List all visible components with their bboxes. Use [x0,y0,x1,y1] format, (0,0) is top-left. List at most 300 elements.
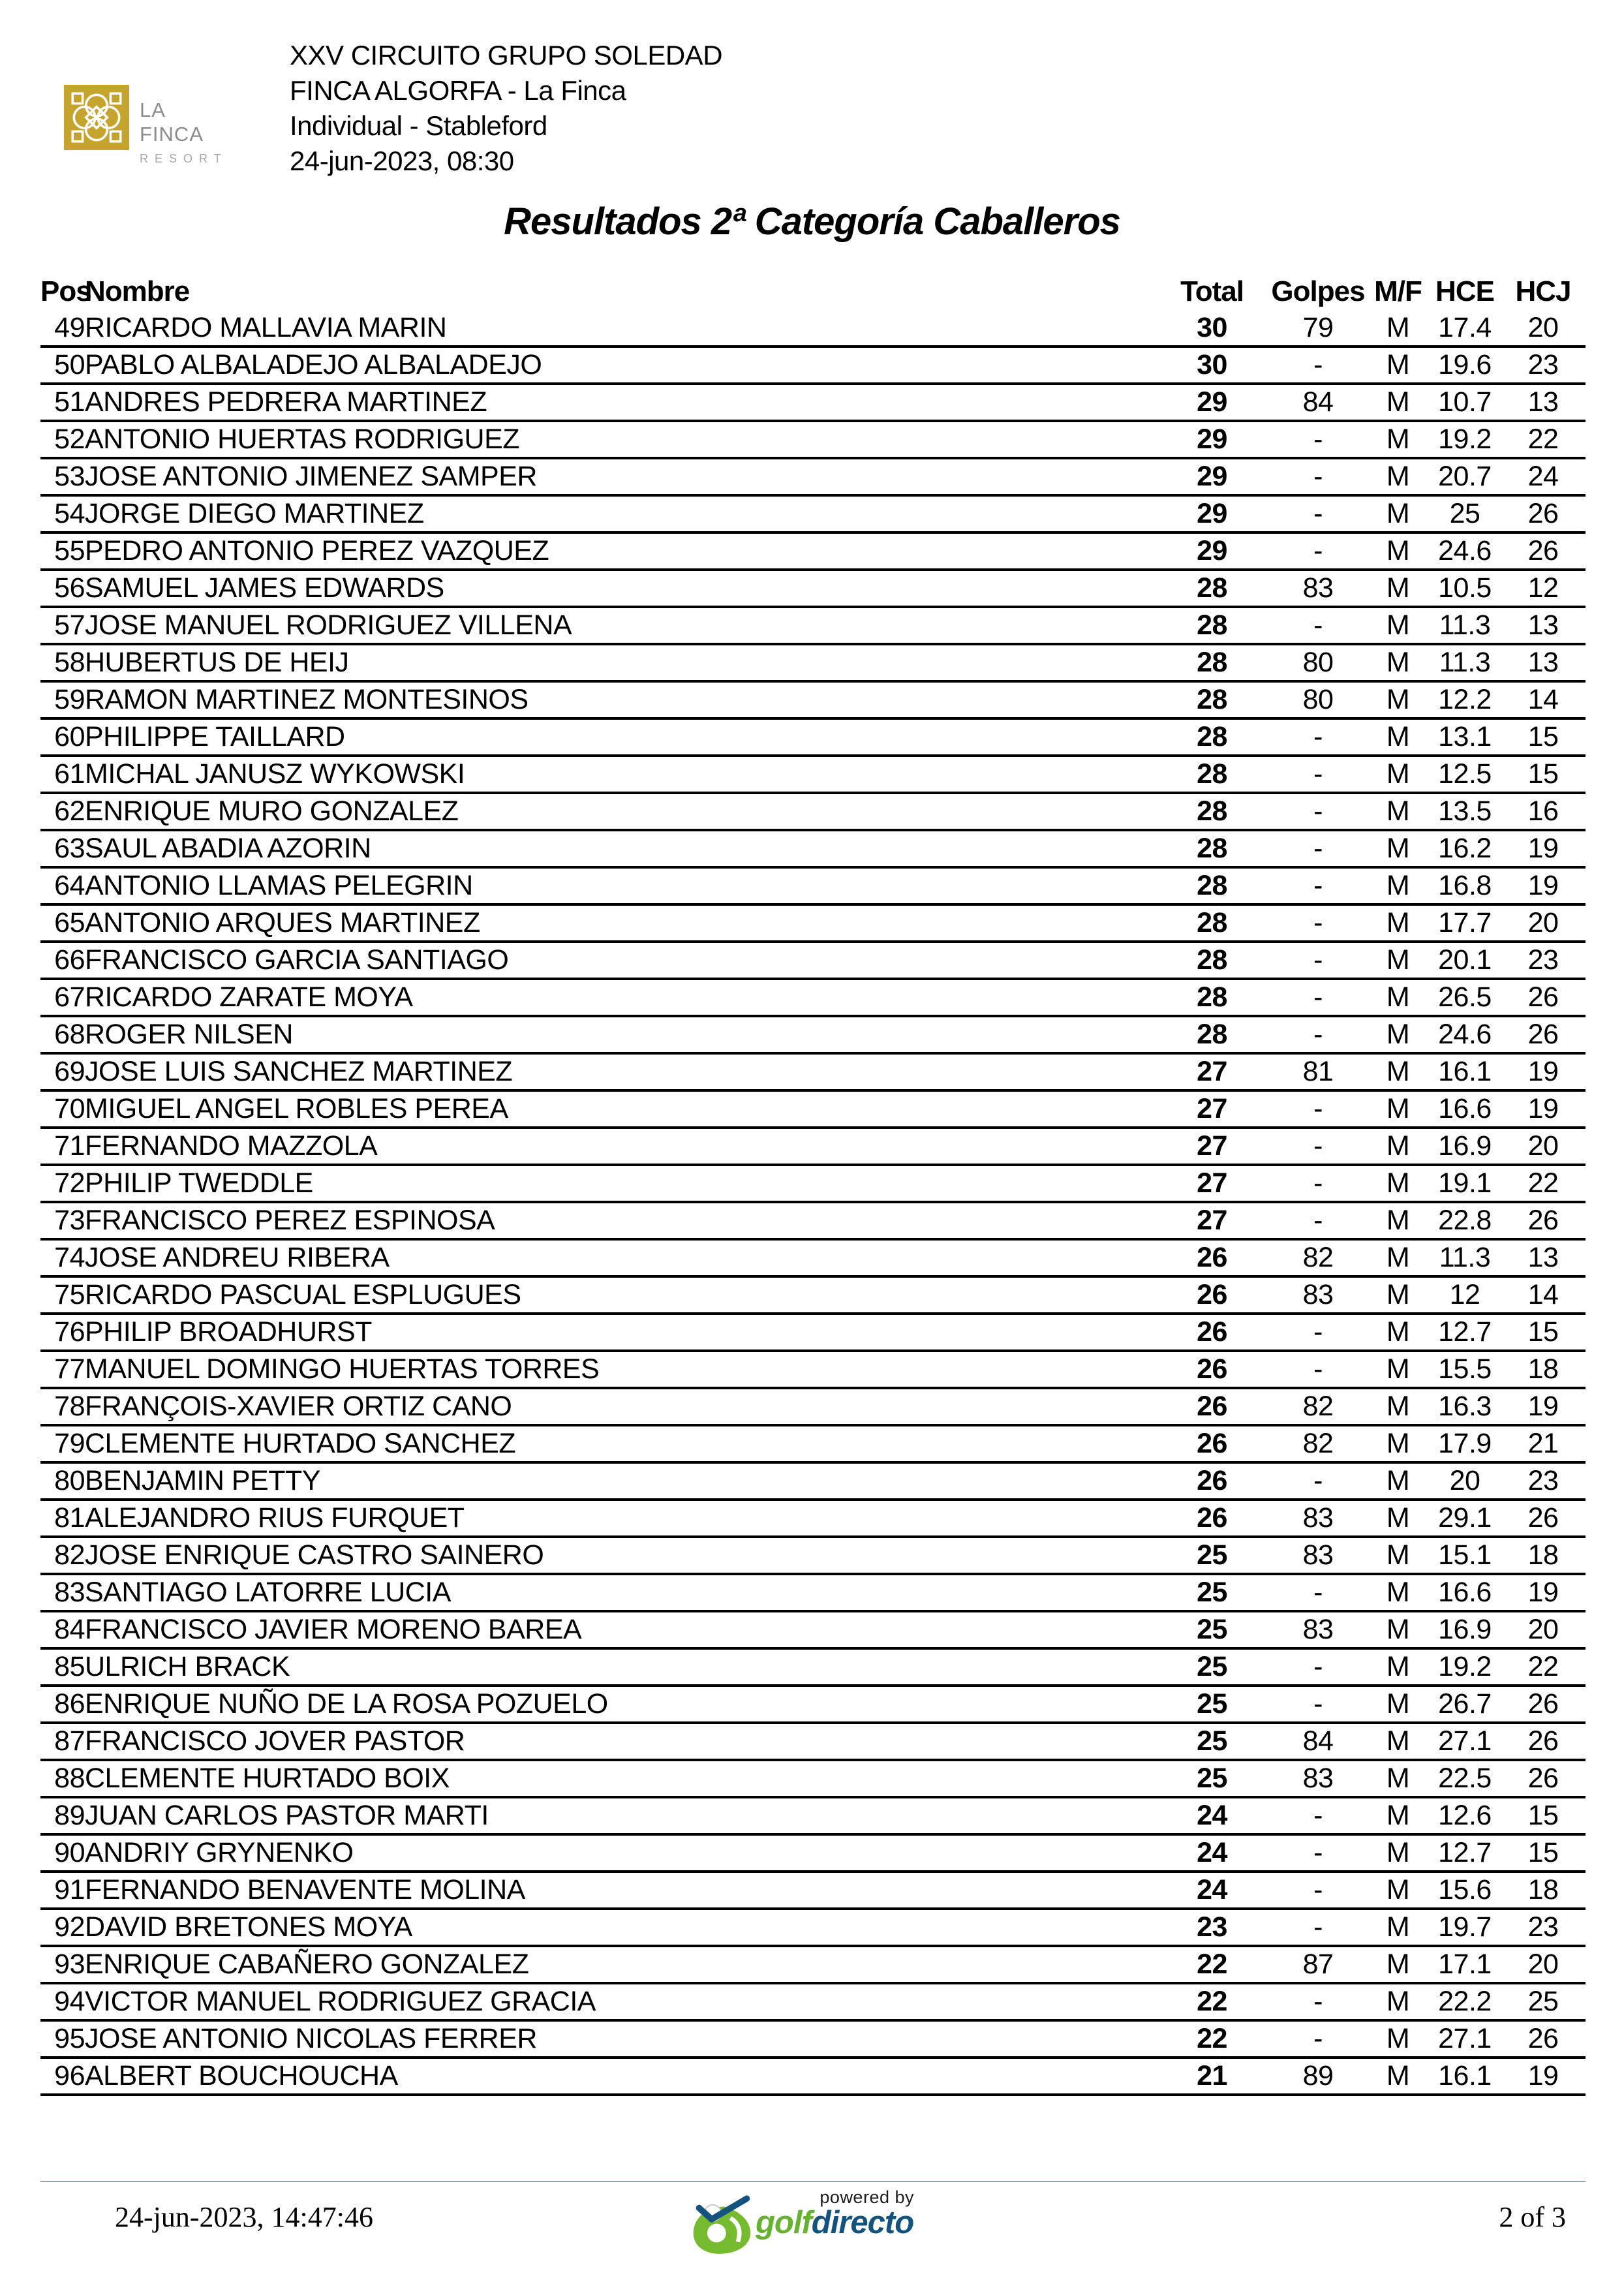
cell-nombre: ANDRIY GRYNENKO [85,1834,1155,1872]
cell-nombre: JUAN CARLOS PASTOR MARTI [85,1797,1155,1834]
page-title: Resultados 2ª Categoría Caballeros [504,200,1120,243]
cell-total: 28 [1155,830,1269,867]
cell-total: 30 [1155,311,1269,347]
table-row [40,1872,1586,1909]
cell-pos: 92 [40,1909,85,1946]
cell-total: 25 [1155,1723,1269,1760]
cell-pos: 61 [40,756,85,793]
cell-pos: 86 [40,1686,85,1723]
table-row [40,681,1586,718]
cell-mf: M [1367,1686,1429,1723]
cell-hce: 10.5 [1429,570,1501,607]
cell-pos: 73 [40,1202,85,1239]
cell-pos: 71 [40,1128,85,1165]
cell-hcj: 13 [1501,1239,1586,1276]
cell-golpes: - [1269,1834,1367,1872]
cell-hce: 16.1 [1429,1053,1501,1090]
cell-hcj: 15 [1501,1834,1586,1872]
cell-hce: 20.7 [1429,458,1501,495]
cell-pos: 89 [40,1797,85,1834]
cell-hcj: 22 [1501,421,1586,458]
cell-golpes: 82 [1269,1239,1367,1276]
cell-hce: 16.9 [1429,1128,1501,1165]
cell-hcj: 13 [1501,384,1586,421]
cell-hce: 26.5 [1429,979,1501,1016]
cell-hce: 17.7 [1429,904,1501,942]
cell-nombre: RAMON MARTINEZ MONTESINOS [85,681,1155,718]
cell-nombre: FRANCISCO GARCIA SANTIAGO [85,942,1155,979]
la-finca-logo [64,85,228,166]
cell-nombre: FRANÇOIS-XAVIER ORTIZ CANO [85,1388,1155,1425]
cell-hcj: 26 [1501,1686,1586,1723]
cell-pos: 95 [40,2020,85,2058]
cell-mf: M [1367,421,1429,458]
cell-total: 26 [1155,1500,1269,1537]
cell-golpes: 82 [1269,1388,1367,1425]
cell-pos: 50 [40,347,85,384]
cell-pos: 74 [40,1239,85,1276]
cell-hce: 19.1 [1429,1165,1501,1202]
cell-golpes: - [1269,756,1367,793]
cell-mf: M [1367,1053,1429,1090]
cell-total: 26 [1155,1239,1269,1276]
table-row [40,384,1586,421]
cell-mf: M [1367,1611,1429,1648]
cell-hcj: 15 [1501,718,1586,756]
cell-nombre: ENRIQUE CABAÑERO GONZALEZ [85,1946,1155,1983]
cell-hce: 12.6 [1429,1797,1501,1834]
cell-mf: M [1367,756,1429,793]
cell-hcj: 23 [1501,942,1586,979]
cell-nombre: ULRICH BRACK [85,1648,1155,1686]
cell-pos: 66 [40,942,85,979]
cell-nombre: ALBERT BOUCHOUCHA [85,2058,1155,2095]
brand-golf: golf [756,2205,812,2240]
cell-mf: M [1367,1165,1429,1202]
table-row [40,1723,1586,1760]
cell-nombre: FERNANDO BENAVENTE MOLINA [85,1872,1155,1909]
table-body [40,311,1586,2095]
cell-nombre: JOSE ENRIQUE CASTRO SAINERO [85,1537,1155,1574]
cell-mf: M [1367,1239,1429,1276]
cell-total: 28 [1155,1016,1269,1053]
table-row [40,979,1586,1016]
cell-hce: 22.2 [1429,1983,1501,2020]
cell-mf: M [1367,830,1429,867]
cell-total: 22 [1155,2020,1269,2058]
powered-by-label: powered by [820,2187,914,2207]
cell-hcj: 14 [1501,681,1586,718]
cell-golpes: 89 [1269,2058,1367,2095]
table-row [40,1462,1586,1500]
cell-hcj: 15 [1501,1797,1586,1834]
cell-golpes: 83 [1269,1276,1367,1314]
cell-hcj: 25 [1501,1983,1586,2020]
cell-hcj: 20 [1501,1128,1586,1165]
table-row [40,1611,1586,1648]
cell-mf: M [1367,904,1429,942]
cell-mf: M [1367,1425,1429,1462]
event-name: XXV CIRCUITO GRUPO SOLEDAD [290,40,723,70]
table-row [40,2058,1586,2095]
cell-hcj: 19 [1501,1574,1586,1611]
cell-mf: M [1367,942,1429,979]
cell-total: 22 [1155,1983,1269,2020]
cell-hcj: 12 [1501,570,1586,607]
cell-pos: 65 [40,904,85,942]
cell-total: 21 [1155,2058,1269,2095]
cell-nombre: DAVID BRETONES MOYA [85,1909,1155,1946]
cell-hcj: 13 [1501,607,1586,644]
header-golpes: Golpes [1271,275,1365,307]
cell-hcj: 20 [1501,1946,1586,1983]
cell-hcj: 19 [1501,1090,1586,1128]
cell-mf: M [1367,1016,1429,1053]
cell-nombre: PEDRO ANTONIO PEREZ VAZQUEZ [85,532,1155,570]
cell-hce: 27.1 [1429,2020,1501,2058]
cell-hcj: 14 [1501,1276,1586,1314]
cell-hce: 17.4 [1429,311,1501,347]
cell-hce: 13.5 [1429,793,1501,830]
table-row [40,1983,1586,2020]
cell-mf: M [1367,2058,1429,2095]
cell-pos: 76 [40,1314,85,1351]
brand-directo: directo [811,2205,914,2240]
cell-hcj: 19 [1501,830,1586,867]
cell-nombre: ROGER NILSEN [85,1016,1155,1053]
cell-pos: 83 [40,1574,85,1611]
cell-mf: M [1367,1834,1429,1872]
cell-nombre: MANUEL DOMINGO HUERTAS TORRES [85,1351,1155,1388]
cell-golpes: - [1269,2020,1367,2058]
cell-hce: 17.9 [1429,1425,1501,1462]
table-row [40,607,1586,644]
cell-total: 28 [1155,904,1269,942]
cell-mf: M [1367,1128,1429,1165]
table-row [40,1537,1586,1574]
cell-pos: 52 [40,421,85,458]
cell-mf: M [1367,311,1429,347]
cell-mf: M [1367,1946,1429,1983]
cell-mf: M [1367,1202,1429,1239]
cell-hcj: 23 [1501,1909,1586,1946]
cell-hce: 22.8 [1429,1202,1501,1239]
cell-mf: M [1367,384,1429,421]
cell-mf: M [1367,1500,1429,1537]
cell-total: 26 [1155,1276,1269,1314]
table-row [40,458,1586,495]
cell-hcj: 26 [1501,979,1586,1016]
cell-hce: 16.1 [1429,2058,1501,2095]
cell-nombre: JOSE ANTONIO NICOLAS FERRER [85,2020,1155,2058]
cell-nombre: CLEMENTE HURTADO BOIX [85,1760,1155,1797]
cell-total: 25 [1155,1537,1269,1574]
cell-mf: M [1367,718,1429,756]
cell-golpes: - [1269,495,1367,532]
table-row [40,1165,1586,1202]
cell-golpes: - [1269,718,1367,756]
table-row [40,1760,1586,1797]
cell-golpes: 87 [1269,1946,1367,1983]
cell-total: 27 [1155,1053,1269,1090]
cell-golpes: - [1269,1797,1367,1834]
cell-mf: M [1367,1872,1429,1909]
cell-hce: 29.1 [1429,1500,1501,1537]
table-row [40,1686,1586,1723]
header-mf: M/F [1374,275,1422,307]
table-row [40,1648,1586,1686]
cell-nombre: ANTONIO HUERTAS RODRIGUEZ [85,421,1155,458]
cell-nombre: MICHAL JANUSZ WYKOWSKI [85,756,1155,793]
cell-hce: 26.7 [1429,1686,1501,1723]
event-course: FINCA ALGORFA - La Finca [290,75,626,106]
table-row [40,718,1586,756]
table-row [40,1276,1586,1314]
cell-total: 26 [1155,1314,1269,1351]
header-hcj: HCJ [1515,275,1571,307]
footer-divider [40,2181,1586,2182]
cell-hce: 27.1 [1429,1723,1501,1760]
cell-golpes: - [1269,1686,1367,1723]
cell-pos: 79 [40,1425,85,1462]
cell-pos: 78 [40,1388,85,1425]
cell-golpes: 81 [1269,1053,1367,1090]
cell-hcj: 16 [1501,793,1586,830]
generated-timestamp: 24-jun-2023, 14:47:46 [115,2201,373,2233]
cell-nombre: MIGUEL ANGEL ROBLES PEREA [85,1090,1155,1128]
cell-total: 25 [1155,1611,1269,1648]
cell-mf: M [1367,793,1429,830]
table-row [40,1314,1586,1351]
cell-mf: M [1367,1462,1429,1500]
table-row [40,793,1586,830]
la-finca-line3: RESORT [140,152,228,165]
cell-mf: M [1367,570,1429,607]
cell-mf: M [1367,1760,1429,1797]
cell-nombre: ALEJANDRO RIUS FURQUET [85,1500,1155,1537]
cell-nombre: RICARDO MALLAVIA MARIN [85,311,1155,347]
cell-golpes: 79 [1269,311,1367,347]
cell-hcj: 23 [1501,347,1586,384]
cell-mf: M [1367,532,1429,570]
cell-total: 28 [1155,718,1269,756]
cell-total: 24 [1155,1834,1269,1872]
cell-nombre: JORGE DIEGO MARTINEZ [85,495,1155,532]
cell-nombre: VICTOR MANUEL RODRIGUEZ GRACIA [85,1983,1155,2020]
cell-golpes: - [1269,1128,1367,1165]
cell-total: 24 [1155,1797,1269,1834]
cell-pos: 80 [40,1462,85,1500]
table-row [40,756,1586,793]
cell-hce: 25 [1429,495,1501,532]
cell-hcj: 18 [1501,1537,1586,1574]
cell-hce: 19.2 [1429,1648,1501,1686]
cell-pos: 51 [40,384,85,421]
cell-nombre: ENRIQUE NUÑO DE LA ROSA POZUELO [85,1686,1155,1723]
cell-hcj: 20 [1501,311,1586,347]
cell-hcj: 22 [1501,1165,1586,1202]
cell-golpes: - [1269,867,1367,904]
cell-hce: 13.1 [1429,718,1501,756]
cell-golpes: - [1269,1314,1367,1351]
cell-nombre: RICARDO ZARATE MOYA [85,979,1155,1016]
cell-pos: 96 [40,2058,85,2095]
header-hce: HCE [1435,275,1494,307]
cell-golpes: - [1269,421,1367,458]
cell-total: 22 [1155,1946,1269,1983]
cell-hcj: 15 [1501,1314,1586,1351]
table-row [40,421,1586,458]
cell-hcj: 22 [1501,1648,1586,1686]
table-row [40,1202,1586,1239]
cell-pos: 60 [40,718,85,756]
la-finca-rosette-icon [64,85,129,150]
cell-nombre: SANTIAGO LATORRE LUCIA [85,1574,1155,1611]
table-row [40,1500,1586,1537]
cell-pos: 67 [40,979,85,1016]
cell-total: 28 [1155,570,1269,607]
cell-mf: M [1367,1723,1429,1760]
cell-golpes: - [1269,347,1367,384]
cell-pos: 53 [40,458,85,495]
table-row [40,311,1586,347]
cell-hcj: 21 [1501,1425,1586,1462]
cell-total: 28 [1155,681,1269,718]
cell-pos: 69 [40,1053,85,1090]
cell-golpes: 83 [1269,1537,1367,1574]
cell-pos: 63 [40,830,85,867]
cell-hce: 11.3 [1429,1239,1501,1276]
cell-golpes: - [1269,1648,1367,1686]
cell-hcj: 19 [1501,867,1586,904]
cell-mf: M [1367,681,1429,718]
cell-hce: 24.6 [1429,532,1501,570]
cell-pos: 91 [40,1872,85,1909]
table-row [40,1797,1586,1834]
cell-hce: 20 [1429,1462,1501,1500]
cell-total: 29 [1155,532,1269,570]
table-row [40,1909,1586,1946]
cell-golpes: - [1269,793,1367,830]
cell-golpes: - [1269,607,1367,644]
cell-hcj: 26 [1501,2020,1586,2058]
cell-hcj: 26 [1501,1202,1586,1239]
header-total: Total [1180,275,1244,307]
cell-mf: M [1367,1351,1429,1388]
cell-nombre: FRANCISCO JOVER PASTOR [85,1723,1155,1760]
cell-hce: 15.6 [1429,1872,1501,1909]
table-row [40,347,1586,384]
table-row [40,1239,1586,1276]
cell-golpes: 83 [1269,1611,1367,1648]
event-datetime: 24-jun-2023, 08:30 [290,146,514,176]
cell-pos: 54 [40,495,85,532]
cell-pos: 62 [40,793,85,830]
cell-golpes: - [1269,979,1367,1016]
cell-golpes: 80 [1269,644,1367,681]
cell-pos: 72 [40,1165,85,1202]
cell-hce: 22.5 [1429,1760,1501,1797]
la-finca-line2: FINCA [140,123,204,146]
cell-nombre: HUBERTUS DE HEIJ [85,644,1155,681]
cell-hce: 16.3 [1429,1388,1501,1425]
cell-hce: 12.5 [1429,756,1501,793]
cell-total: 26 [1155,1462,1269,1500]
table-row [40,644,1586,681]
cell-hce: 16.2 [1429,830,1501,867]
table-row [40,1128,1586,1165]
cell-golpes: - [1269,1202,1367,1239]
la-finca-line1: LA [140,99,166,121]
cell-golpes: 83 [1269,1760,1367,1797]
golfdirecto-logo [690,2187,915,2266]
cell-golpes: - [1269,1165,1367,1202]
table-row [40,904,1586,942]
table-header-row [40,273,1586,311]
cell-golpes: 82 [1269,1425,1367,1462]
cell-pos: 81 [40,1500,85,1537]
cell-pos: 85 [40,1648,85,1686]
la-finca-wordmark [140,85,228,166]
event-info [290,38,722,179]
cell-pos: 49 [40,311,85,347]
cell-total: 27 [1155,1165,1269,1202]
cell-mf: M [1367,1388,1429,1425]
cell-golpes: - [1269,1983,1367,2020]
cell-total: 27 [1155,1090,1269,1128]
header-nombre: Nombre [85,275,190,307]
cell-mf: M [1367,1574,1429,1611]
cell-hcj: 26 [1501,1016,1586,1053]
cell-pos: 77 [40,1351,85,1388]
table-row [40,1388,1586,1425]
table-row [40,1834,1586,1872]
cell-total: 28 [1155,979,1269,1016]
cell-hce: 16.6 [1429,1574,1501,1611]
cell-hce: 19.7 [1429,1909,1501,1946]
cell-hce: 12.7 [1429,1314,1501,1351]
cell-nombre: ANTONIO ARQUES MARTINEZ [85,904,1155,942]
cell-hce: 11.3 [1429,607,1501,644]
cell-hcj: 23 [1501,1462,1586,1500]
cell-hce: 12.2 [1429,681,1501,718]
cell-golpes: - [1269,1090,1367,1128]
table-row [40,942,1586,979]
page-number: 2 of 3 [1499,2201,1566,2233]
cell-golpes: - [1269,1462,1367,1500]
cell-hcj: 18 [1501,1872,1586,1909]
cell-pos: 68 [40,1016,85,1053]
cell-total: 28 [1155,942,1269,979]
table-row [40,570,1586,607]
cell-hcj: 24 [1501,458,1586,495]
cell-hcj: 26 [1501,495,1586,532]
cell-mf: M [1367,1983,1429,2020]
cell-hcj: 19 [1501,2058,1586,2095]
cell-nombre: PABLO ALBALADEJO ALBALADEJO [85,347,1155,384]
table-row [40,1574,1586,1611]
cell-total: 28 [1155,793,1269,830]
cell-total: 25 [1155,1760,1269,1797]
cell-nombre: SAMUEL JAMES EDWARDS [85,570,1155,607]
cell-total: 26 [1155,1425,1269,1462]
cell-nombre: ENRIQUE MURO GONZALEZ [85,793,1155,830]
cell-pos: 55 [40,532,85,570]
cell-nombre: JOSE ANTONIO JIMENEZ SAMPER [85,458,1155,495]
table-row [40,495,1586,532]
cell-hcj: 19 [1501,1388,1586,1425]
cell-total: 26 [1155,1351,1269,1388]
